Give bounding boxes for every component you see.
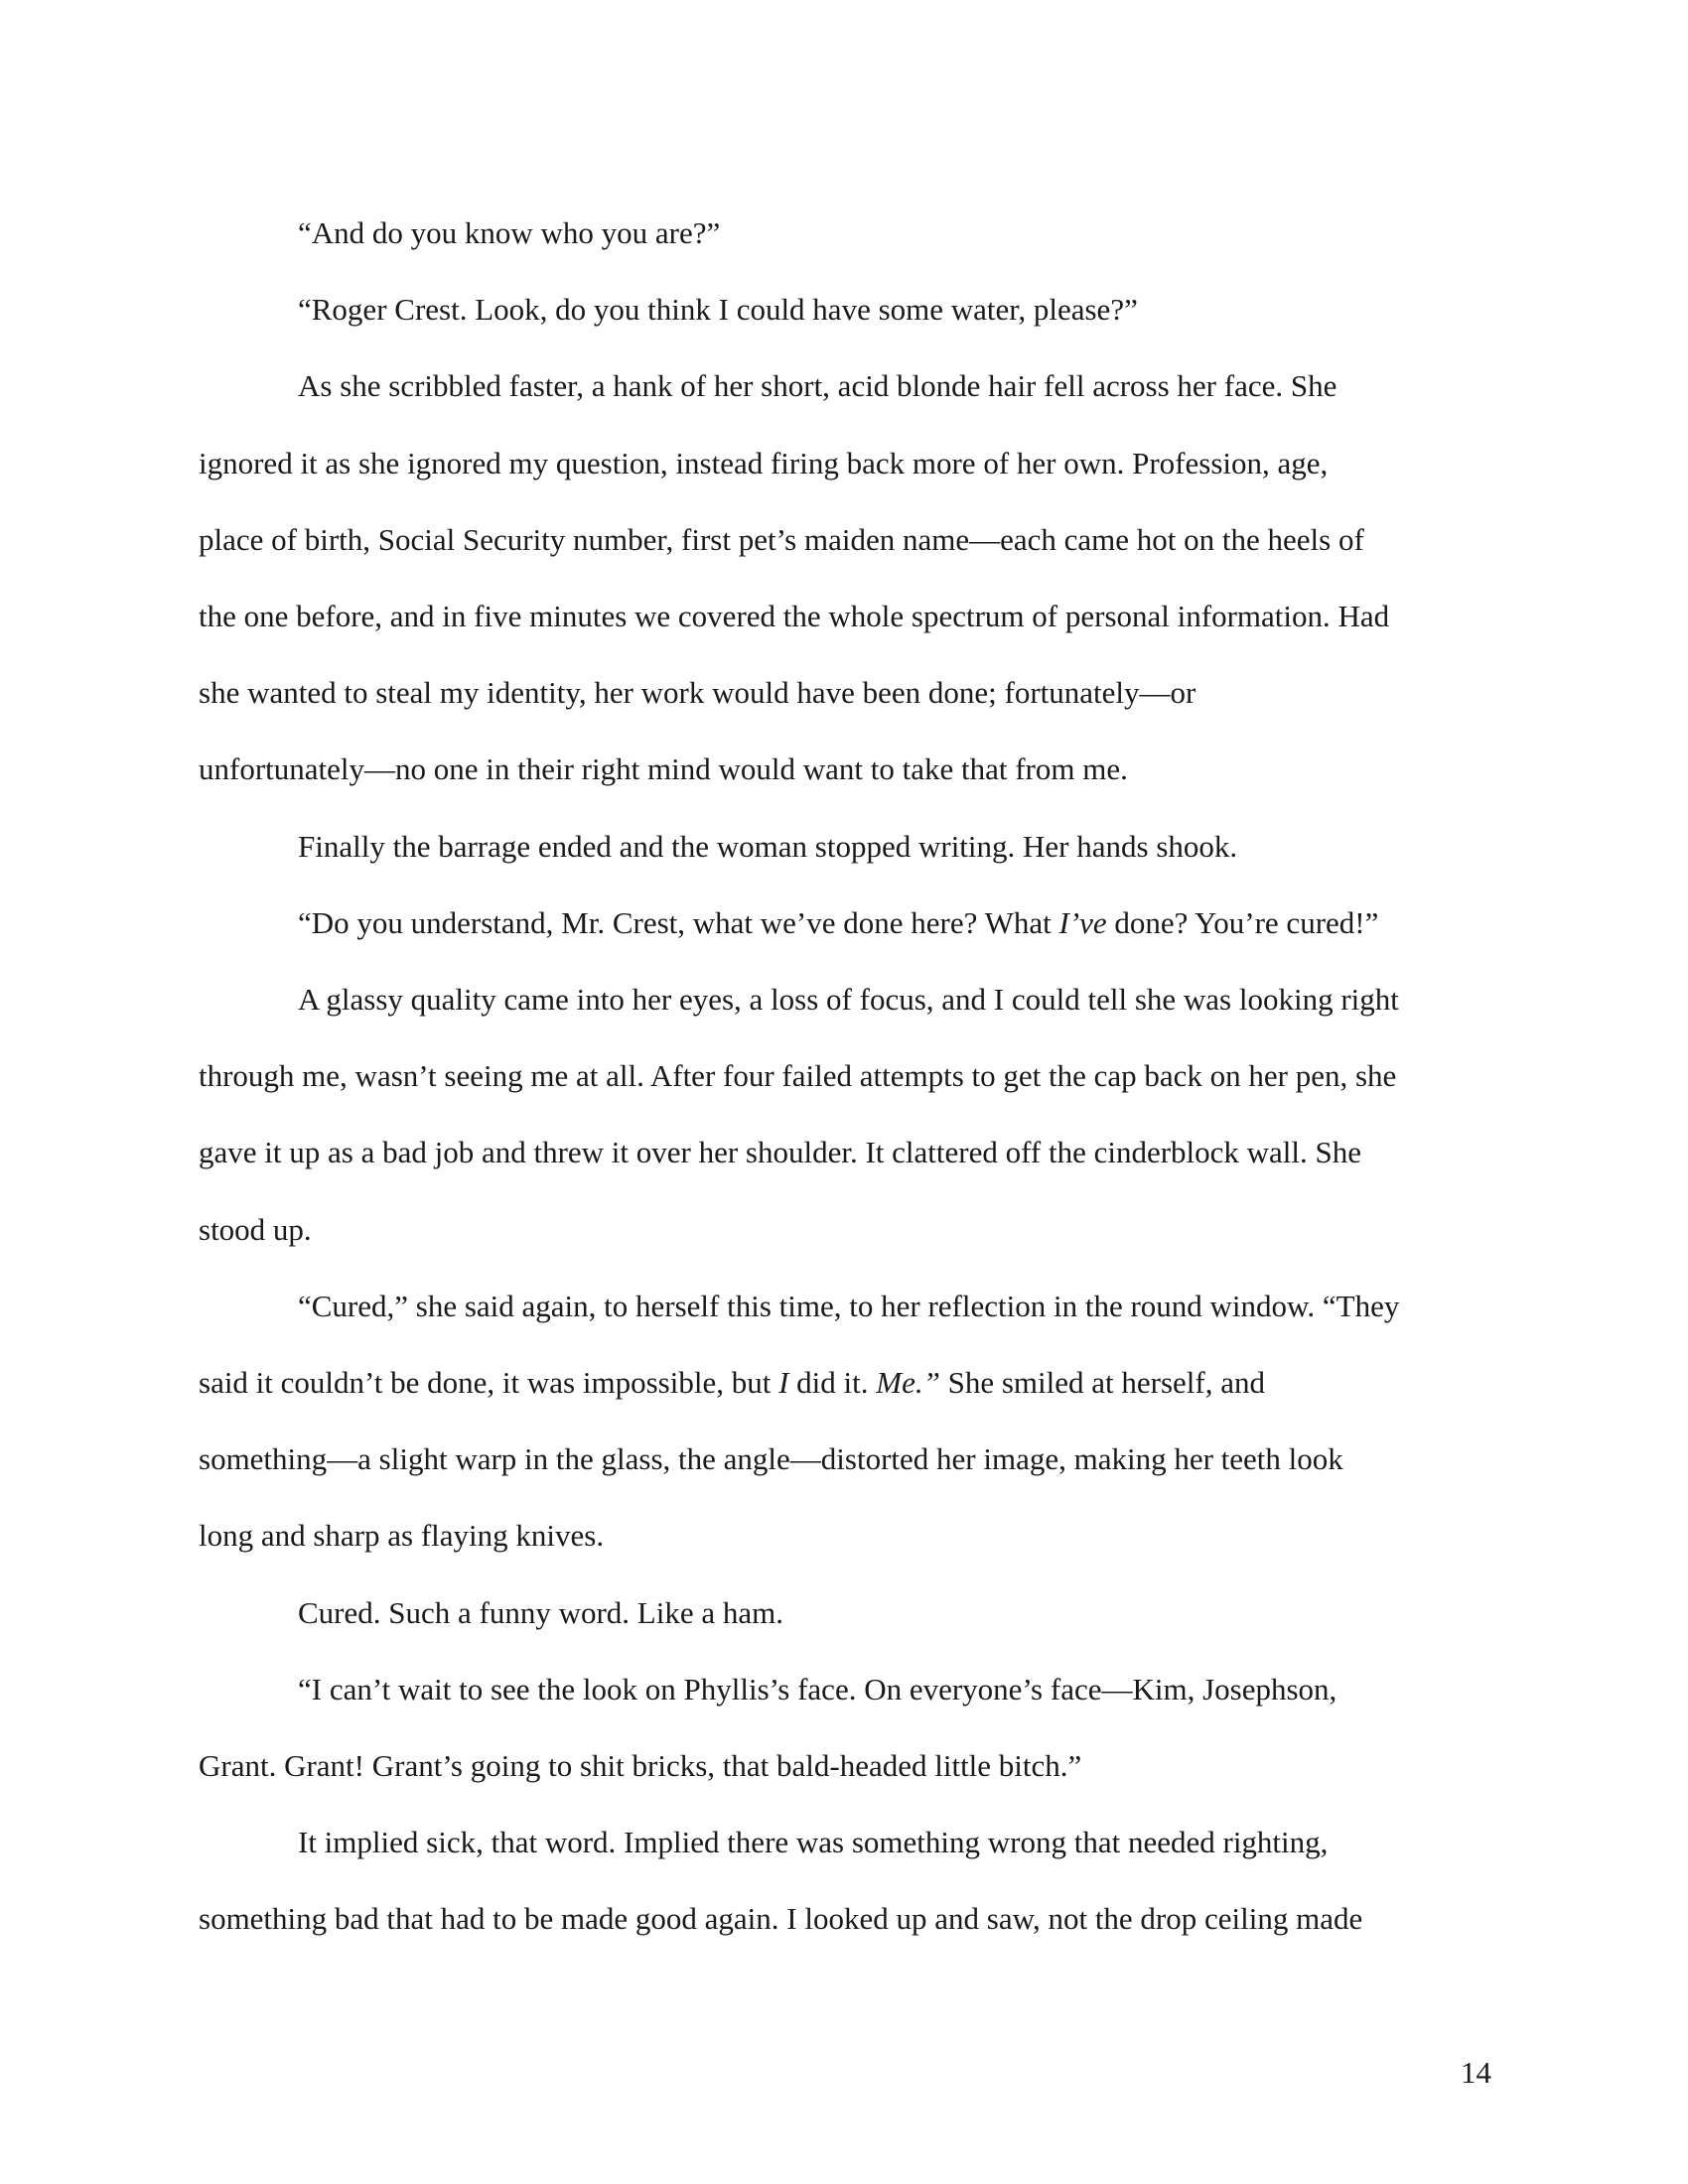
- text-line: [199, 578, 1489, 654]
- text-line: [199, 885, 1489, 961]
- text-line: [199, 1727, 1489, 1804]
- text-line: [199, 1421, 1489, 1497]
- page-number: 14: [1461, 2055, 1491, 2090]
- italic-text: I: [778, 1365, 789, 1401]
- paragraph: [199, 885, 1489, 961]
- body-text: [199, 195, 1489, 1958]
- text-line: [199, 347, 1489, 424]
- text-line: [199, 1268, 1489, 1344]
- text-run: done? You’re cured!”: [1106, 904, 1379, 940]
- text-line: [199, 961, 1489, 1037]
- text-run: something—a slight warp in the glass, the angle—distorted her image, making her teeth look: [199, 1441, 1343, 1477]
- text-run: “Do you understand, Mr. Crest, what we’ve done here? What: [298, 904, 1059, 940]
- text-line: [199, 425, 1489, 501]
- paragraph: [199, 271, 1489, 347]
- text-run: “I can’t wait to see the look on Phyllis’s face. On everyone’s face—Kim, Josephson,: [298, 1671, 1337, 1706]
- text-run: place of birth, Social Security number, first pet’s maiden name—each came hot on the heels of: [199, 521, 1364, 557]
- paragraph: [199, 1268, 1489, 1574]
- text-line: [199, 501, 1489, 578]
- text-line: [199, 808, 1489, 885]
- text-run: She smiled at herself, and: [939, 1365, 1265, 1401]
- text-line: [199, 1497, 1489, 1573]
- text-run: “Roger Crest. Look, do you think I could have some water, please?”: [298, 292, 1138, 328]
- paragraph: [199, 1574, 1489, 1651]
- text-run: Finally the barrage ended and the woman stopped writing. Her hands shook.: [298, 828, 1238, 864]
- text-line: [199, 195, 1489, 271]
- paragraph: [199, 1651, 1489, 1804]
- text-line: [199, 271, 1489, 347]
- paragraph: [199, 808, 1489, 885]
- italic-text: Me.”: [876, 1365, 940, 1401]
- text-line: [199, 1651, 1489, 1727]
- text-run: did it.: [788, 1365, 877, 1401]
- text-line: [199, 1037, 1489, 1114]
- text-line: [199, 1880, 1489, 1957]
- text-run: the one before, and in five minutes we covered the whole spectrum of personal information. Had: [199, 599, 1390, 634]
- text-line: [199, 1114, 1489, 1190]
- text-run: long and sharp as flaying knives.: [199, 1518, 605, 1554]
- paragraph: [199, 961, 1489, 1268]
- text-run: Grant. Grant! Grant’s going to shit bricks, that bald-headed little bitch.”: [199, 1748, 1082, 1784]
- text-line: [199, 731, 1489, 807]
- paragraph: [199, 347, 1489, 807]
- text-run: Cured. Such a funny word. Like a ham.: [298, 1594, 783, 1630]
- text-run: “Cured,” she said again, to herself this time, to her reflection in the round window. “They: [298, 1288, 1400, 1323]
- text-run: something bad that had to be made good again. I looked up and saw, not the drop ceiling made: [199, 1901, 1363, 1937]
- text-run: “And do you know who you are?”: [298, 215, 721, 250]
- italic-text: I’ve: [1058, 904, 1107, 940]
- text-line: [199, 654, 1489, 731]
- text-run: It implied sick, that word. Implied there was something wrong that needed righting,: [298, 1825, 1329, 1860]
- text-run: ignored it as she ignored my question, instead firing back more of her own. Profession, age,: [199, 445, 1329, 480]
- text-run: gave it up as a bad job and threw it over her shoulder. It clattered off the cinderblock wall. She: [199, 1135, 1362, 1170]
- text-line: [199, 1804, 1489, 1880]
- text-run: stood up.: [199, 1211, 312, 1247]
- text-line: [199, 1574, 1489, 1651]
- text-run: As she scribbled faster, a hank of her short, acid blonde hair fell across her face. She: [298, 368, 1337, 404]
- text-line: [199, 1344, 1489, 1421]
- paragraph: [199, 1804, 1489, 1957]
- text-line: [199, 1191, 1489, 1268]
- text-run: she wanted to steal my identity, her work would have been done; fortunately—or: [199, 675, 1196, 711]
- text-run: unfortunately—no one in their right mind would want to take that from me.: [199, 751, 1128, 787]
- text-run: said it couldn’t be done, it was impossible, but: [199, 1365, 779, 1401]
- text-run: A glassy quality came into her eyes, a loss of focus, and I could tell she was looking right: [298, 982, 1399, 1018]
- text-run: through me, wasn’t seeing me at all. After four failed attempts to get the cap back on her pen, she: [199, 1058, 1397, 1094]
- paragraph: [199, 195, 1489, 271]
